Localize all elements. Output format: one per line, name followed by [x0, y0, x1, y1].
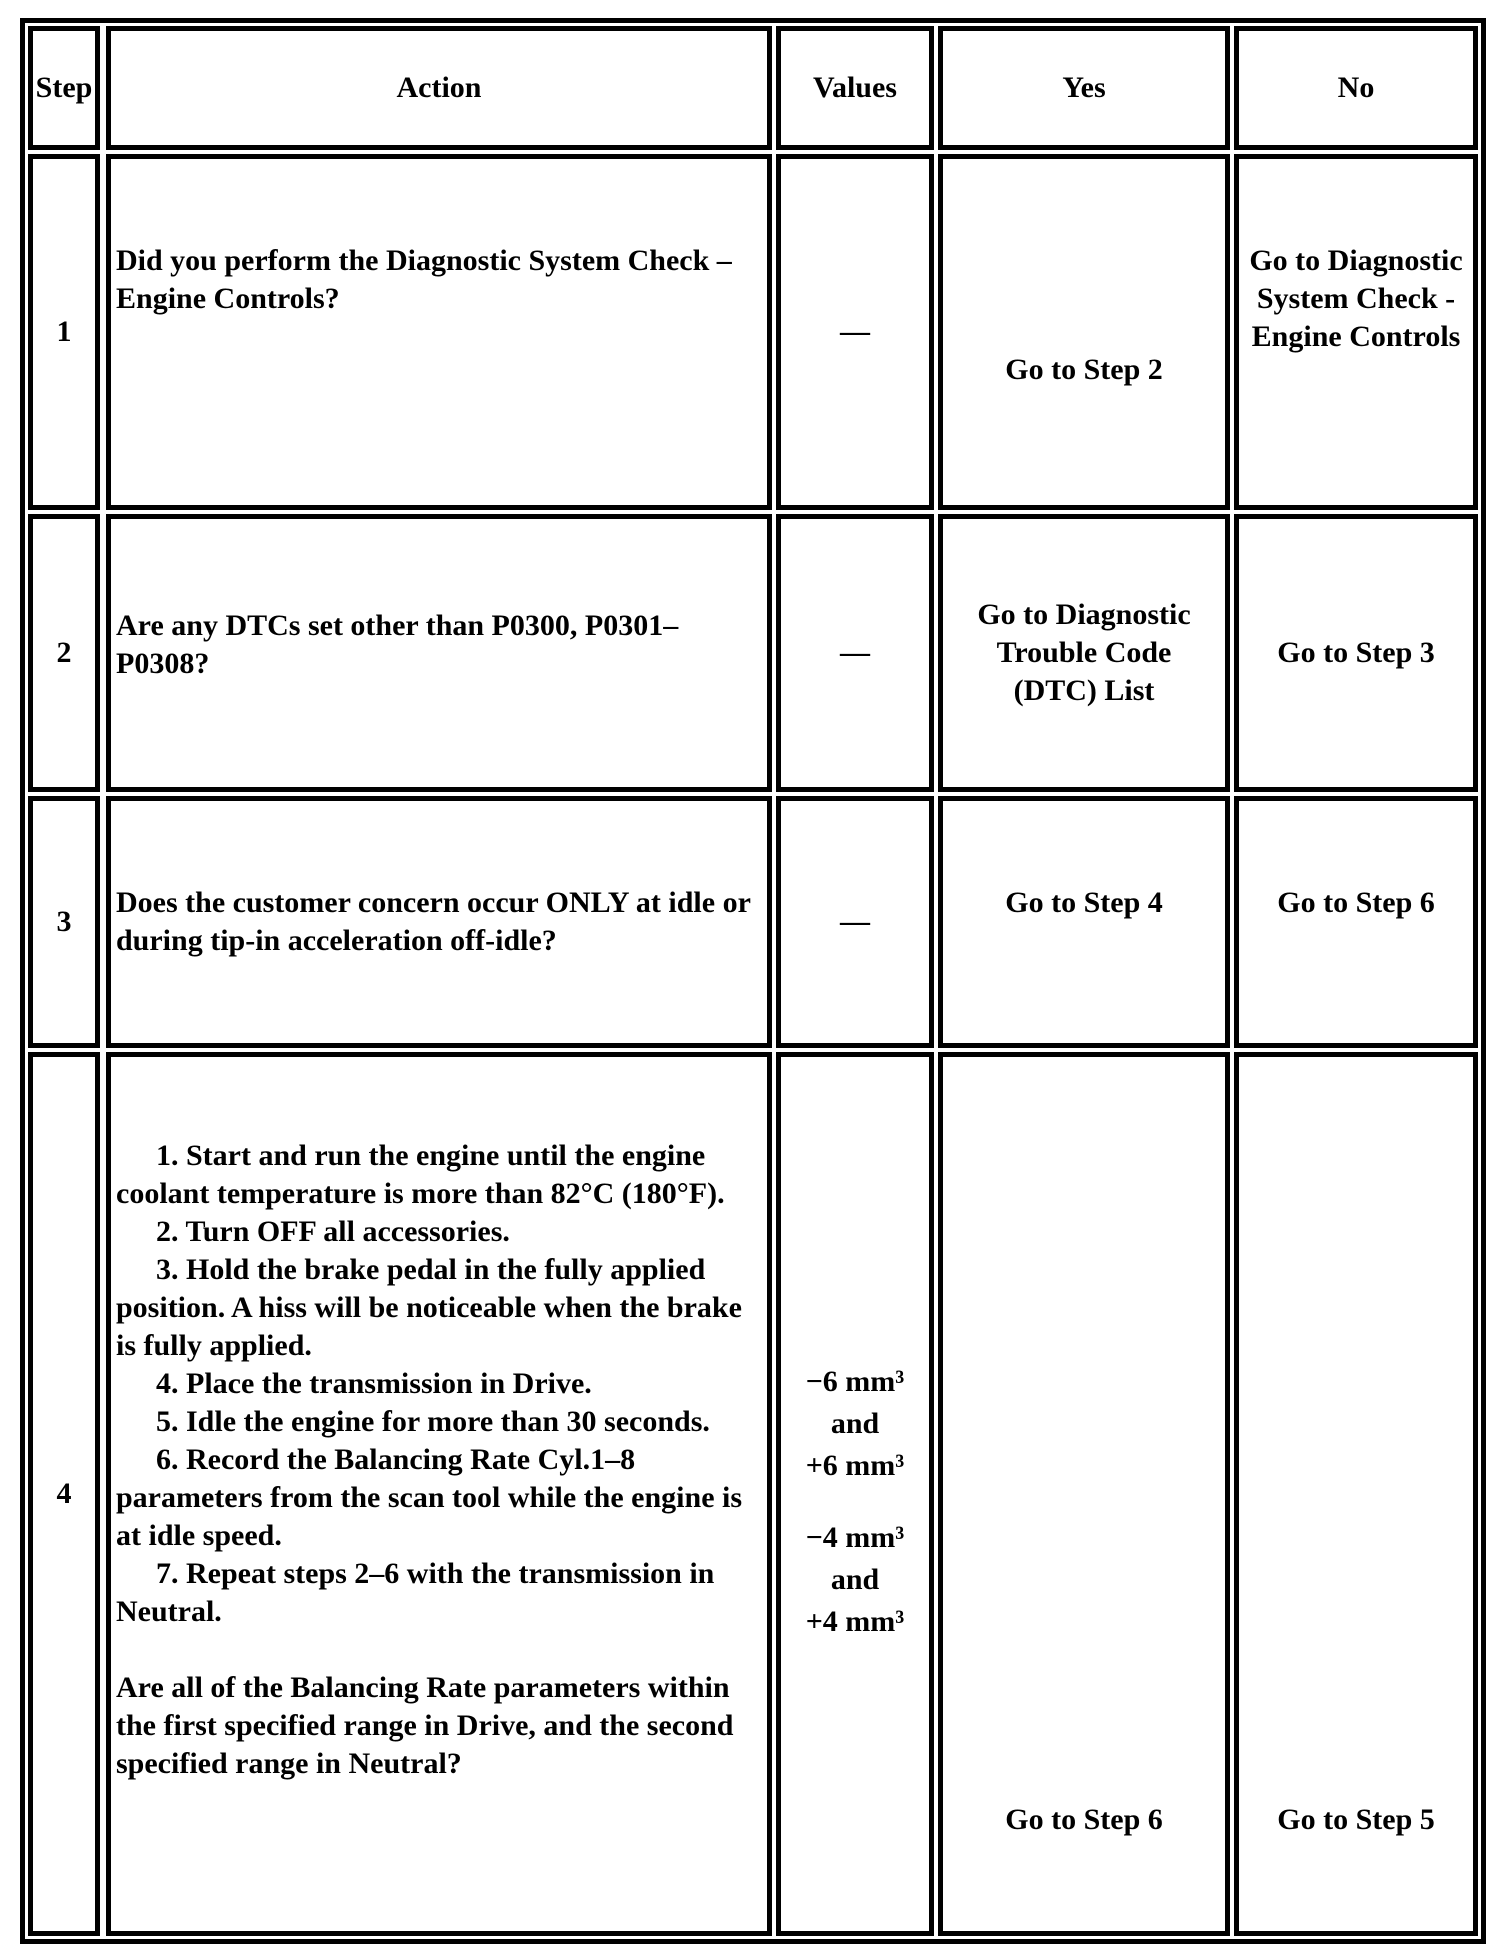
list-item: 2. Turn OFF all accessories.: [156, 1215, 510, 1248]
row4-no: [1234, 1052, 1478, 1936]
row2-values: [776, 514, 934, 792]
row1-action-text: Did you perform the Diagnostic System Check – Engine Controls?: [116, 244, 732, 315]
row3-step: [28, 796, 100, 1048]
row4-yes-text: Go to Step 6: [1005, 1803, 1163, 1836]
row3-values-text: —: [840, 905, 870, 938]
row4-action-question: Are all of the Balancing Rate parameters within the first specified range in Drive, and the second specified range in Neutral?: [116, 1671, 734, 1780]
list-item: 3. Hold the brake pedal in the fully applied position. A hiss will be noticeable when the brake is fully applied.: [116, 1253, 742, 1362]
row1-yes: [938, 154, 1230, 510]
row2-yes-text: Go to Diagnostic Trouble Code (DTC) List: [977, 598, 1191, 707]
header-action-label: Action: [396, 71, 482, 104]
header-step-label: Step: [35, 71, 93, 104]
row2-yes: [938, 514, 1230, 792]
row1-step-number: 1: [56, 315, 72, 348]
row1-yes-text: Go to Step 2: [1005, 353, 1163, 386]
header-values-label: Values: [813, 71, 897, 104]
row3-yes: [938, 796, 1230, 1048]
row4-values-content: [781, 1361, 929, 1643]
row4-values-drive-min: −6 mm³: [805, 1365, 905, 1398]
row1-no-text: Go to Diagnostic System Check - Engine Controls: [1249, 244, 1463, 353]
row3-no: [1234, 796, 1478, 1048]
header-values: [776, 26, 934, 150]
header-no-label: No: [1337, 71, 1375, 104]
list-item: 7. Repeat steps 2–6 with the transmission in Neutral.: [116, 1557, 715, 1628]
row2-action: [106, 514, 772, 792]
list-item: 6. Record the Balancing Rate Cyl.1–8 parameters from the scan tool while the engine is at idle speed.: [116, 1443, 743, 1552]
row1-values-text: —: [840, 315, 870, 348]
row4-action-content: [116, 1137, 759, 1783]
row4-values-drive-max: +6 mm³: [805, 1449, 905, 1482]
row3-values: [776, 796, 934, 1048]
row2-step: [28, 514, 100, 792]
row4-no-text: Go to Step 5: [1277, 1803, 1435, 1836]
row2-values-text: —: [840, 636, 870, 669]
row3-action: [106, 796, 772, 1048]
row3-yes-text: Go to Step 4: [1005, 886, 1163, 919]
row3-no-text: Go to Step 6: [1277, 886, 1435, 919]
header-yes: [938, 26, 1230, 150]
row4-values: [776, 1052, 934, 1936]
row1-no: [1234, 154, 1478, 510]
header-action: [106, 26, 772, 150]
row4-step: [28, 1052, 100, 1936]
row4-step-number: 4: [56, 1477, 72, 1510]
row2-action-text: Are any DTCs set other than P0300, P0301–P0308?: [116, 609, 679, 680]
row4-action: [106, 1052, 772, 1936]
row4-values-neutral-min: −4 mm³: [805, 1521, 905, 1554]
row1-values: [776, 154, 934, 510]
row1-step: [28, 154, 100, 510]
row2-step-number: 2: [56, 636, 72, 669]
row3-action-text: Does the customer concern occur ONLY at idle or during tip-in acceleration off-idle?: [116, 886, 751, 957]
row3-step-number: 3: [56, 905, 72, 938]
header-step: [28, 26, 100, 150]
row4-values-neutral-max: +4 mm³: [805, 1605, 905, 1638]
list-item: 1. Start and run the engine until the engine coolant temperature is more than 82°C (180°F).: [116, 1139, 725, 1210]
header-no: [1234, 26, 1478, 150]
row2-no: [1234, 514, 1478, 792]
row4-yes: [938, 1052, 1230, 1936]
row4-values-neutral-and: and: [830, 1563, 880, 1596]
row4-action-steps: [116, 1137, 759, 1631]
list-item: 4. Place the transmission in Drive.: [156, 1367, 592, 1400]
list-item: 5. Idle the engine for more than 30 seconds.: [156, 1405, 710, 1438]
row1-action: [106, 154, 772, 510]
row4-values-drive-and: and: [830, 1407, 880, 1440]
header-yes-label: Yes: [1062, 71, 1106, 104]
row2-no-text: Go to Step 3: [1277, 636, 1435, 669]
